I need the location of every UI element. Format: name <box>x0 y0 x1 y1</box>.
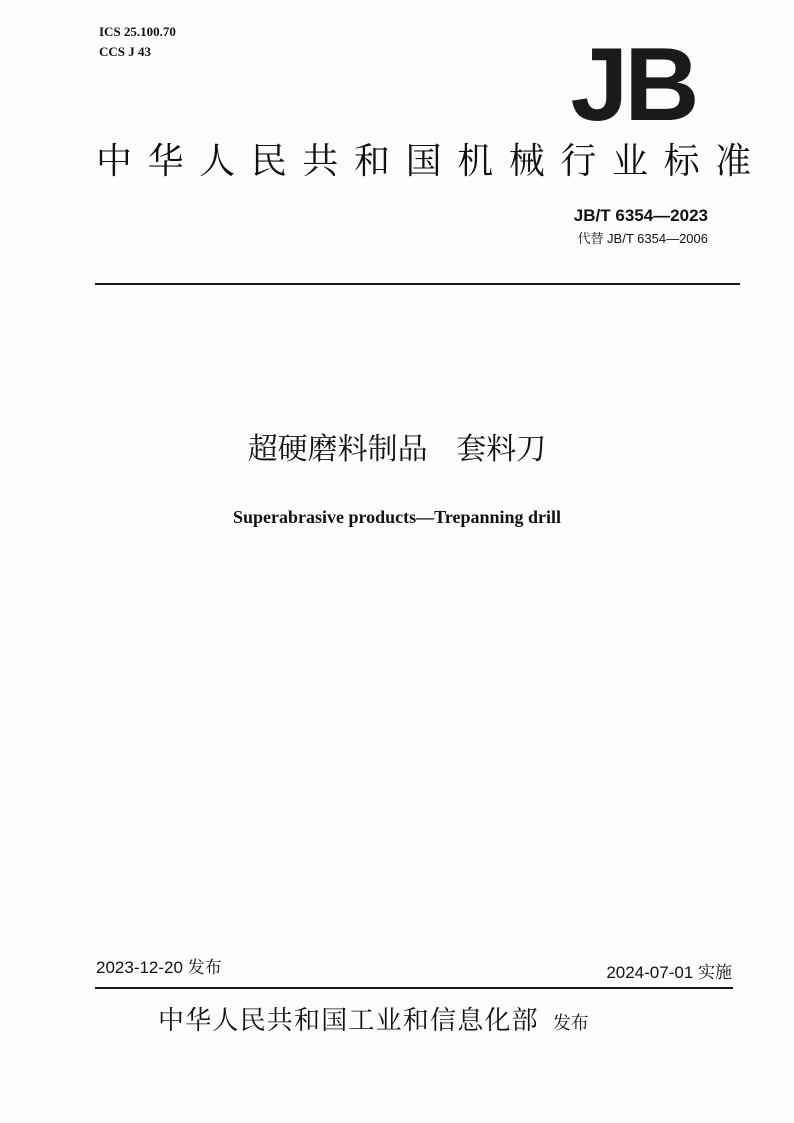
jb-logo <box>558 38 708 124</box>
jb-logo-text: JB <box>570 38 696 124</box>
issue-date: 2023-12-20 发布 <box>96 958 222 977</box>
standard-number: JB/T 6354—2023 <box>573 206 708 225</box>
document-title-cn: 超硬磨料制品 套料刀 <box>247 432 547 467</box>
header-divider <box>95 283 740 285</box>
publisher-suffix: 发布 <box>552 1013 589 1034</box>
classification-codes <box>99 22 176 62</box>
replaced-standard: 代替 JB/T 6354—2006 <box>577 231 708 246</box>
document-title-en: Superabrasive products—Trepanning drill <box>232 507 562 527</box>
ics-code: ICS 25.100.70 <box>99 24 176 39</box>
implementation-date: 2024-07-01 实施 <box>606 963 732 982</box>
footer-divider <box>95 987 733 989</box>
ccs-code: CCS J 43 <box>99 44 152 59</box>
publisher <box>158 1003 589 1042</box>
publisher-name: 中华人民共和国工业和信息化部 <box>158 1006 539 1036</box>
standard-category: 中华人民共和国机械行业标准 <box>96 141 767 182</box>
